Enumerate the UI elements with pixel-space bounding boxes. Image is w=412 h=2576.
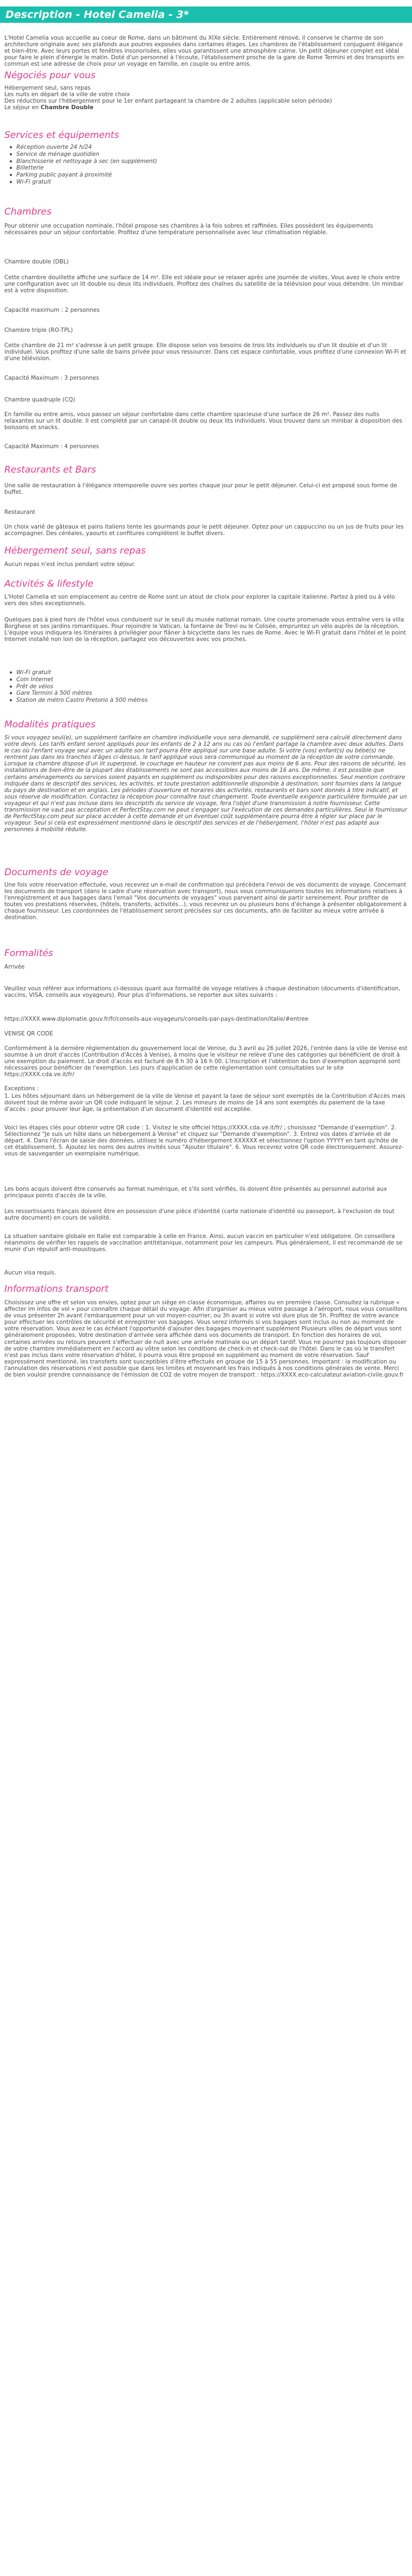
room-description: Cette chambre douillette affiche une surface de 14 m². Elle est idéale pour se relaxer après une journée de visites. Vous avez le choix entre une configuration avec un lit double ou deux lits individuels. Profitez des chaînes du satellite de la télévision pour vous détendre. Un minibar est à votre disposition.	[4, 274, 404, 294]
formalites-text: 1. Les hôtes séjournant dans un hébergement de la ville de Venise et payant la taxe de séjour sont exemptés de la Contribution d'Accès mais doivent tout de même avoir un QR code indiquant le séjour. 2. Les mineurs de moins de 14 ans sont exemptés du paiement de la taxe d'accès : pour prouver leur âge, la présentation d'un document d'identité est acceptée.	[4, 1093, 405, 1113]
formalites-text: Les bons acquis doivent être conservés au format numérique, et s'ils sont vérifiés, ils doivent être présentés au personnel autorisé aux principaux points d'accès de la ville.	[4, 1186, 387, 1199]
documents-text: Une fois votre réservation effectuée, vous recevrez un e-mail de confirmation qui précèdera l'envoi de vos documents de voyage. Concernant les documents de transport (dans le cadre d'une réservation avec transport), nous vous communiquerons toutes les informations relatives à l'enregistrement et aux bagages dans l'email "Vos documents de voyages" vous parvenant ainsi de partir sereinement. Pour profiter de toutes vos prestations réservées, (hôtels, transferts, activités...), vous recevrez un ou plusieurs bons d'échange à présenter obligatoirement à chaque fournisseur. Les coordonnées de l'établissement seront précisées sur ces documents, afin de faciliter au mieux votre arrivée à destination.	[4, 882, 407, 921]
section-title-transport: Informations transport	[4, 1284, 109, 1295]
intro-text: L'Hotel Camelia vous accueille au coeur de Rome, dans un bâtiment du XIXe siècle. Entièrement rénové, il conserve le charme de son architecture originale avec ses plafonds aux poutres exposées dans certaines étages. Les chambres de l'établissement conjuguent élégance et bien-être. Avec leurs portes et fenêtres insonorisées, elles vous garantissent une atmosphère calme. Un petit déjeuner complet est idéal pour faire le plein d'énergie le matin. Doté d'un personnel à l'écoute, l'établissement proche de la gare de Rome Termini et des transports en commun est une adresse de choix pour un voyage en famille, en couple ou entre amis.	[4, 35, 404, 68]
section-title-chambres: Chambres	[4, 206, 52, 217]
room-title: Chambre triple (RO-TPL)	[4, 327, 73, 334]
negocies-line: Hébergement seul, sans repas	[4, 85, 91, 91]
list-item: Blanchisserie et nettoyage à sec (en supplément)	[4, 158, 408, 165]
section-title-negocies: Négociés pour vous	[4, 70, 96, 81]
section-title-activites: Activités & lifestyle	[4, 579, 93, 589]
activites-list	[4, 669, 408, 704]
list-item: Coin Internet	[4, 676, 408, 683]
section-title-restaurants: Restaurants et Bars	[4, 464, 96, 475]
hebergement-text: Aucun repas n'est inclus pendant votre séjour.	[4, 561, 136, 568]
page-title: Description - Hotel Camelia - 3*	[5, 9, 189, 21]
restaurants-text: Un choix varié de gâteaux et pains italiens tente les gourmands pour le petit déjeuner. Optez pour un cappuccino ou un jus de fruits pour les accompagner. Des céréales, yaourts et confitures complètent le buffet divers.	[4, 524, 404, 537]
negocies-line	[4, 104, 408, 111]
room-capacity: Capacité Maximum : 3 personnes	[4, 375, 99, 381]
activites-text: Quelques pas à pied hors de l'hôtel vous conduisent sur le seuil du musée national romain. Une courte promenade vous entraîne vers la villa Borghese et ses jardins romantiques. Pour rejoindre le Vatican, la fontaine de Trevi ou le Colisée, empruntez un vélo auprès de la réception. L'équipe vous indiquera les itinéraires à privilégier pour flâner à bicyclette dans les rues de Rome. Avec le Wi-Fi gratuit dans l'hôtel et le point Internet installé non loin de la réception, partagez vos découvertes avec vos proches.	[4, 617, 406, 643]
list-item: Réception ouverte 24 h/24	[4, 144, 408, 151]
list-item: Parking public payant à proximité	[4, 172, 408, 179]
negocies-line: Les nuits en départ de la ville de votre choix	[4, 91, 130, 98]
restaurants-subtitle: Restaurant	[4, 509, 35, 516]
formalites-text: Voici les étapes clés pour obtenir votre QR code : 1. Visitez le site officiel https://XXXX.cda.ve.it/fr/ ; choisissez "Demande d'exemption". 2. Sélectionnez "Je suis un hôte dans un hébergement à Venise" et cliquez sur "Demande d'exemption". 3. Entrez vos dates d'arrivée et de départ. 4. Dans l'écran de saisie des données, utilisez le numéro d'hébergement XXXXXX et sélectionnez l'option YYYYY en tant qu'hôte de cet établissement. 5. Ajoutez les noms des autres invités sous "Ajouter tItulaire". 6. Vous recevrez votre QR code électroniquement. Assurez-vous de sauvegarder un exemplaire numérique.	[4, 1124, 404, 1158]
chambres-intro: Pour obtenir une occupation nominale, l'hôtel propose ses chambres à la fois sobres et raffinées. Elles possèdent les équipements nécessaires pour un séjour confortable. Profitez d'une température personnalisée avec leur climatisation réglable.	[4, 223, 373, 236]
room-title: Chambre double (DBL)	[4, 259, 69, 265]
list-item: Service de ménage quotidien	[4, 151, 408, 158]
negocies-stay-prefix: Le séjour en	[4, 104, 41, 111]
description-header	[0, 7, 412, 23]
section-title-hebergement: Hébergement seul, sans repas	[4, 545, 146, 556]
section-title-documents: Documents de voyage	[4, 867, 109, 878]
restaurants-text: Une salle de restauration à l'élégance intemporelle ouvre ses portes chaque jour pour le petit déjeuner. Celui-ci est proposé sous forme de buffet.	[4, 482, 397, 496]
formalites-text: Conformément à la dernière réglementation du gouvernement local de Venise, du 3 avril au 26 juillet 2026, l'entrée dans la ville de Venise est soumise à un droit d'accès (Contribution d'Accès à Venise), à moins que le visiteur ne relève d'une des catégories qui bénéficient de droit à une exemption du paiement. Le droit d'accès est facturé de 8 h 30 à 16 h 00. L'inscription et l'obtention du bon d'exemption approprié sont nécessaires pour bénéficier de l'exemption. Les jours d'application de cette réglementation sont consultables sur le site https://XXXX.cda.ve.it/fr/	[4, 1045, 408, 1078]
formalites-text: Aucun visa requis.	[4, 1270, 57, 1276]
transport-text: Choisissez une offre et selon vos envies, optez pour un siège en classe économique, affaires ou en première classe. Consultez la rubrique « affecter im infos de vol » pour connaître chaque détail du voyage. Afin d'organiser au mieux votre passage à l'aéroport, nous vous conseillons de vous présenter 2h avant l'embarquement pour un vol moyen-courrier, ou 3h avant si votre vol dure plus de 5h. Profitez de votre avance pour effectuer les contrôles de sécurité et enregistrer vos bagages. Vous serez informés si vos bagages sont inclus ou non au moment de votre réservation. Vous avez le cas échéant l'opportunité d'ajouter des bagages moyennant supplément Plusieurs villes de départ vous sont généralement proposées. Votre destination d'arrivée sera affichée dans vos documents de transport. En fonction des horaires de vol, certaines arrivées ou retours peuvent s'effectuer de nuit avec une arrivée matinale ou un départ tardif. Vous ne pourrez pas toujours disposer de votre chambre immédiatement en l'accord au vôtre selon les conditions de check-in et check-out de l'hôtel. Dans le cas où le transfert n'est pas inclus dans votre réservation d'hôtel, il pourra vous être proposé en supplément au moment de votre réservation. Sauf expressément mentionné, les transferts sont susceptibles d'être effectués en groupe de 15 à 55 personnes. Important : la modification ou l'annulation des réservations n'est possible que dans les limites et moyennant les frais indiqués à nos conditions générales de vente. Merci de bien vouloir prendre connaissance de l'émission de CO2 de votre moyen de transport : https://XXXX.eco-calculateur.aviation-civile.gouv.fr	[4, 1299, 408, 1379]
section-title-modalites: Modalités pratiques	[4, 719, 96, 730]
formalites-venise-title: VENISE QR CODE	[4, 1031, 53, 1037]
formalites-text: Veuillez vous référer aux informations ci-dessous quant aux formalité de voyage relatives à chaque destination (documents d'identification, vaccins, VISA, conseils aux voyageurs). Pour plus d'informations, se reporter aux sites suivants :	[4, 985, 401, 999]
negocies-line: Des réductions sur l'hébergement pour le 1er enfant partageant la chambre de 2 adultes (applicable selon période)	[4, 98, 332, 104]
list-item: Wi-Fi gratuit	[4, 669, 408, 676]
formalites-exceptions: Exceptions :	[4, 1085, 39, 1092]
room-description: En famille ou entre amis, vous passez un séjour confortable dans cette chambre spacieuse d'une surface de 26 m². Passez des nuits relaxantes sur un lit double. Il est complété par un canapé-lit double ou deux lits individuels. Vous trouvez dans un minibar à disposition des boissons et snacks.	[4, 411, 402, 431]
section-title-services: Services et équipements	[4, 130, 119, 141]
list-item: Wi-Fi gratuit	[4, 179, 408, 186]
list-item: Station de métro Castro Pretorio à 500 mètres	[4, 697, 408, 704]
room-capacity: Capacité Maximum : 4 personnes	[4, 443, 99, 450]
formalites-link[interactable]: https://XXXX.www.diplomatie.gouv.fr/fr/conseils-aux-voyageurs/conseils-par-pays-destination/italie/#entree	[4, 1016, 309, 1022]
activites-text: L'Hotel Camelia et son emplacement au centre de Rome sont un atout de choix pour explorer la capitale italienne. Partez à pied ou à vélo vers des sites exceptionnels.	[4, 594, 395, 607]
room-description: Cette chambre de 21 m² s'adresse à un petit groupe. Elle dispose selon vos besoins de trois lits individuels ou d'un lit double et d'un lit individuel. Vous profitez d'une salle de bains privée pour vous ressourcer. Dans cet espace confortable, vous profitez d'une connexion Wi-Fi et d'une télévision.	[4, 342, 407, 362]
list-item: Prêt de vélos	[4, 683, 408, 690]
formalites-text: Les ressortissants français doivent être en possession d'une pièce d'identité (carte nationale d'identité ou passeport, à l'exclusion de tout autre document) en cours de validité.	[4, 1208, 395, 1222]
section-title-formalites: Formalités	[4, 948, 53, 959]
negocies-stay-room: Chambre Double	[40, 104, 94, 111]
list-item: Billetterie	[4, 165, 408, 172]
formalites-arrivee: Arrivée	[4, 964, 25, 970]
room-title: Chambre quadruple (CQ)	[4, 397, 76, 403]
list-item: Gare Termini à 500 mètres	[4, 690, 408, 697]
formalites-text: La situation sanitaire globale en Italie est comparable à celle en France. Ainsi, aucun vaccin en particulier n'est obligatoire. On conseillera néanmoins de vérifier les rappels de vaccination antitétanique, notamment pour les campeurs. Plus généralement, il est recommandé de se munir d'un répulsif anti-moustiques.	[4, 1233, 403, 1253]
services-list	[4, 144, 408, 186]
modalites-text: Si vous voyagez seul(e), un supplément tarifaire en chambre individuelle vous sera demandé, ce supplément sera calculé directement dans votre devis. Les tarifs enfant seront appliqués pour les enfants de 2 à 12 ans ou cas où l'enfant partage la chambre avec deux adultes. Dans le cas où l'enfant voyage seul avec un adulte son tarif pourra être appliqué sur une base adulte. Si votre (vos) enfant(s) ou bébé(s) ne rentrent pas dans les tranches d'âges ci-dessus, le tarif appliqué vous sera communiqué au moment de la réception de votre commande. Lorsque la chambre dispose d'un lit superposé, le couchage en hauteur ne convient pas aux moins de 6 ans. Pour des raisons de sécurité, les installations de bien-être de la plupart des établissements ne sont pas accessibles aux moins de 16 ans. De même, il est possible que certains aménagements ou services soient payants en supplément ou indisponibles pour des raisons exceptionnelles. Seul mention contraire indiquée dans le descriptif des services, les activités, et toute prestation additionnelle disponible à destination, sont fournies dans la langue du pays de destination et en anglais. Les périodes d'ouverture et horaires des activités, restaurants et bars sont donnés à titre indicatif, et sous réserve de modification. Contactez la réception pour connaître tout changement. Toute éventuelle exigence particulière formulée par un voyageur et qui n'est pas incluse dans les descriptifs du service de voyage, fera l'objet d'une transmission à notre fournisseur. Cette transmission ne vaut pas acceptation et PerfectStay.com ne peut s'engager sur l'exécution de ces demandes particulières. Seul le fournisseur de PerfectStay.com peut sur place accéder à cette demande et un éventuel coût supplémentaire pourra être à régler sur place par le voyageur. Seul si cela est expressément mentionné dans le descriptif des services et de l'hébergement, l'hôtel n'est pas adapté aux personnes à mobilité réduite.	[4, 734, 408, 833]
room-capacity: Capacité maximum : 2 personnes	[4, 307, 100, 313]
